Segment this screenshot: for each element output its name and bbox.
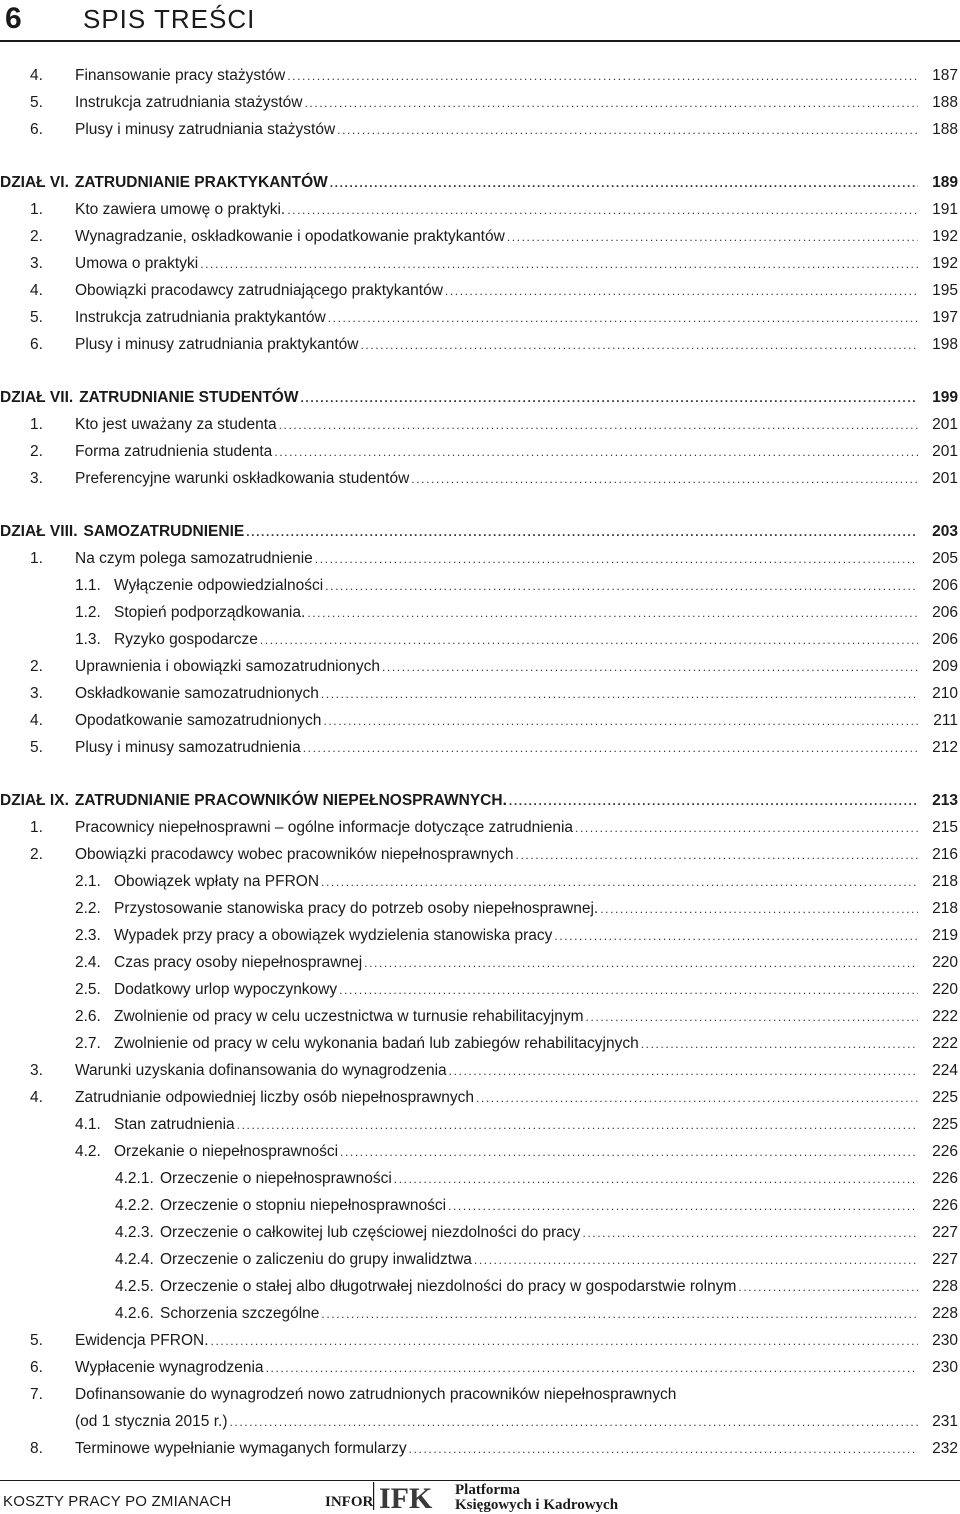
toc-dot-leader <box>321 870 918 894</box>
toc-entry-row <box>0 467 960 491</box>
toc-entry-title: Orzeczenie o stopniu niepełnosprawności <box>160 1197 447 1214</box>
toc-entry-row <box>0 843 960 867</box>
toc-entry-row <box>0 924 960 948</box>
toc-entry-number: DZIAŁ VII. <box>0 389 74 406</box>
toc-page-number: 199 <box>932 389 958 406</box>
header-divider <box>0 40 960 42</box>
toc-entry-title: Wyłączenie odpowiedzialności <box>114 577 324 594</box>
toc-entry-title: Orzeczenie o zaliczeniu do grupy inwalidztwa <box>160 1251 472 1268</box>
toc-page-number: 201 <box>932 470 958 487</box>
toc-chapter-row <box>0 520 960 544</box>
toc-dot-leader <box>307 601 918 625</box>
toc-page-number: 192 <box>932 255 958 272</box>
toc-page-number: 216 <box>932 846 958 863</box>
toc-entry-row <box>0 1329 960 1353</box>
toc-page-number: 218 <box>932 873 958 890</box>
toc-entry-number: 7. <box>30 1386 43 1403</box>
toc-entry-number: 2.3. <box>75 927 101 944</box>
toc-chapter-row <box>0 789 960 813</box>
logo-line1-text: Platforma <box>455 1482 520 1498</box>
toc-page-number: 230 <box>932 1332 958 1349</box>
toc-entry-number: 2. <box>30 443 43 460</box>
toc-entry-title: Dodatkowy urlop wypoczynkowy <box>114 981 338 998</box>
toc-entry-number: 5. <box>30 94 43 111</box>
toc-entry-number: DZIAŁ VIII. <box>0 523 78 540</box>
toc-entry-title: Dofinansowanie do wynagrodzeń nowo zatrudnionych pracowników niepełnosprawnych <box>75 1386 677 1403</box>
toc-entry-row <box>0 574 960 598</box>
toc-dot-leader <box>360 333 918 357</box>
toc-chapter-row <box>0 171 960 195</box>
toc-dot-leader <box>575 816 918 840</box>
toc-entry-number: 4.2.1. <box>115 1170 154 1187</box>
toc-dot-leader <box>287 64 918 88</box>
toc-dot-leader <box>340 1140 918 1164</box>
toc-entry-row <box>0 1356 960 1380</box>
toc-entry-title: Terminowe wypełnianie wymaganych formularzy <box>75 1440 407 1457</box>
toc-dot-leader <box>304 91 918 115</box>
toc-entry-number: 6. <box>30 121 43 138</box>
toc-dot-leader <box>507 225 918 249</box>
logo-infor-text: INFOR <box>325 1494 374 1510</box>
toc-entry-row <box>0 1302 960 1326</box>
toc-entry-row <box>0 1059 960 1083</box>
toc-dot-leader <box>394 1167 918 1191</box>
toc-page-number: 226 <box>932 1197 958 1214</box>
toc-entry-title: Ewidencja PFRON. <box>75 1332 209 1349</box>
page-number: 6 <box>5 2 22 35</box>
toc-page-number: 201 <box>932 443 958 460</box>
toc-dot-leader <box>449 1059 918 1083</box>
toc-entry-row <box>0 1437 960 1461</box>
toc-entry-title: ZATRUDNIANIE PRACOWNIKÓW NIEPEŁNOSPRAWNYCH. <box>74 792 507 809</box>
page-header <box>0 0 960 44</box>
toc-page-number: 205 <box>932 550 958 567</box>
toc-entry-title: Pracownicy niepełnosprawni – ogólne informacje dotyczące zatrudnienia <box>75 819 574 836</box>
toc-dot-leader <box>516 843 918 867</box>
toc-entry-row <box>0 951 960 975</box>
toc-entry-number: 4. <box>30 712 43 729</box>
toc-entry-title: Orzeczenie o stałej albo długotrwałej niezdolności do pracy w gospodarstwie rolnym <box>160 1278 737 1295</box>
toc-page-number: 228 <box>932 1305 958 1322</box>
logo-separator <box>373 1482 374 1510</box>
toc-entry-title: Oskładkowanie samozatrudnionych <box>75 685 319 702</box>
toc-entry-title: Schorzenia szczególne <box>160 1305 320 1322</box>
toc-entry-number: 5. <box>30 1332 43 1349</box>
toc-entry-number: 6. <box>30 336 43 353</box>
toc-entry-number: 2.4. <box>75 954 101 971</box>
toc-dot-leader <box>300 386 918 410</box>
toc-entry-title: Umowa o praktyki <box>75 255 199 272</box>
toc-entry-title: Obowiązki pracodawcy wobec pracowników niepełnosprawnych <box>75 846 514 863</box>
toc-page-number: 215 <box>932 819 958 836</box>
toc-dot-leader <box>266 1356 918 1380</box>
toc-entry-title: Instrukcja zatrudniania praktykantów <box>75 309 326 326</box>
toc-page-number: 220 <box>932 954 958 971</box>
toc-entry-number: 4.1. <box>75 1116 101 1133</box>
toc-dot-leader <box>211 1329 918 1353</box>
toc-entry-title: SAMOZATRUDNIENIE <box>83 523 245 540</box>
footer-book-title: KOSZTY PRACY PO ZMIANACH <box>3 1493 232 1510</box>
logo-ifk-text: IFK <box>379 1482 433 1514</box>
toc-entry-row <box>0 628 960 652</box>
toc-entry-title: Stan zatrudnienia <box>114 1116 235 1133</box>
toc-entry-row <box>0 333 960 357</box>
toc-entry-title: Forma zatrudnienia studenta <box>75 443 273 460</box>
toc-page-number: 227 <box>932 1224 958 1241</box>
toc-entry-number: 4.2.4. <box>115 1251 154 1268</box>
toc-entry-number: 4.2.2. <box>115 1197 154 1214</box>
toc-entry-row <box>0 91 960 115</box>
toc-dot-leader <box>582 1221 918 1245</box>
toc-entry-number: 3. <box>30 470 43 487</box>
toc-entry-title: Orzekanie o niepełnosprawności <box>114 1143 339 1160</box>
toc-entry-number: 4.2.5. <box>115 1278 154 1295</box>
toc-entry-row <box>0 440 960 464</box>
toc-page-number: 188 <box>932 94 958 111</box>
toc-dot-leader <box>237 1113 918 1137</box>
toc-entry-row <box>0 1221 960 1245</box>
toc-entry-title: Czas pracy osoby niepełnosprawnej <box>114 954 363 971</box>
toc-entry-number: 1.3. <box>75 631 101 648</box>
toc-dot-leader <box>315 547 918 571</box>
toc-entry-row <box>0 64 960 88</box>
toc-entry-title: Stopień podporządkowania. <box>114 604 306 621</box>
toc-entry-row <box>0 709 960 733</box>
toc-page-number: 189 <box>932 174 958 191</box>
toc-entry-row <box>0 682 960 706</box>
toc-entry-number: 3. <box>30 685 43 702</box>
toc-dot-leader <box>328 306 918 330</box>
toc-dot-leader <box>448 1194 918 1218</box>
toc-entry-title: Plusy i minusy zatrudniania praktykantów <box>75 336 359 353</box>
toc-page-number: 203 <box>932 523 958 540</box>
toc-entry-number: DZIAŁ VI. <box>0 174 69 191</box>
toc-dot-leader <box>554 924 918 948</box>
toc-entry-number: 1. <box>30 819 43 836</box>
toc-dot-leader <box>303 736 918 760</box>
toc-dot-leader <box>321 1302 918 1326</box>
toc-entry-title: (od 1 stycznia 2015 r.) <box>75 1413 228 1430</box>
toc-entry-title: Uprawnienia i obowiązki samozatrudnionych <box>75 658 380 675</box>
toc-page-number: 188 <box>932 121 958 138</box>
toc-entry-title: Obowiązki pracodawcy zatrudniającego praktykantów <box>75 282 443 299</box>
toc-entry-row <box>0 736 960 760</box>
toc-entry-title: Zwolnienie od pracy w celu wykonania badań lub zabiegów rehabilitacyjnych <box>114 1035 639 1052</box>
toc-dot-leader <box>364 951 918 975</box>
section-title: SPIS TREŚCI <box>83 4 256 34</box>
toc-entry-number: 8. <box>30 1440 43 1457</box>
toc-page-number: 209 <box>932 658 958 675</box>
toc-entry-number: 3. <box>30 255 43 272</box>
toc-entry-number: 4. <box>30 282 43 299</box>
toc-entry-title: Zwolnienie od pracy w celu uczestnictwa w turnusie rehabilitacyjnym <box>114 1008 584 1025</box>
toc-entry-number: 2.1. <box>75 873 101 890</box>
toc-entry-number: 2.7. <box>75 1035 101 1052</box>
toc-entry-row <box>0 1005 960 1029</box>
toc-dot-leader <box>325 574 918 598</box>
logo-line2-text: Księgowych i Kadrowych <box>455 1497 619 1513</box>
toc-page-number: 198 <box>932 336 958 353</box>
toc-entry-number: 1. <box>30 201 43 218</box>
toc-entry-row <box>0 1383 960 1407</box>
toc-entry-number: 4. <box>30 1089 43 1106</box>
toc-page-number: 213 <box>932 792 958 809</box>
toc-page-number: 197 <box>932 309 958 326</box>
toc-dot-leader <box>330 171 918 195</box>
toc-entry-row <box>0 1113 960 1137</box>
toc-entry-title: Ryzyko gospodarcze <box>114 631 258 648</box>
toc-page-number: 222 <box>932 1035 958 1052</box>
toc-entry-number: 2. <box>30 658 43 675</box>
toc-page-number: 219 <box>932 927 958 944</box>
toc-dot-leader <box>738 1275 918 1299</box>
toc-entry-title: Opodatkowanie samozatrudnionych <box>75 712 322 729</box>
toc-chapter-row <box>0 386 960 410</box>
toc-entry-row <box>0 1167 960 1191</box>
toc-entry-row <box>0 655 960 679</box>
toc-dot-leader <box>287 198 918 222</box>
toc-page-number: 206 <box>932 631 958 648</box>
toc-page-number: 192 <box>932 228 958 245</box>
toc-entry-number: 2.2. <box>75 900 101 917</box>
toc-entry-number: 1. <box>30 416 43 433</box>
toc-entry-title: Na czym polega samozatrudnienie <box>75 550 313 567</box>
toc-entry-number: 1. <box>30 550 43 567</box>
toc-entry-number: 1.2. <box>75 604 101 621</box>
toc-dot-leader <box>230 1410 919 1434</box>
toc-page-number: 187 <box>932 67 958 84</box>
toc-entry-title: Finansowanie pracy stażystów <box>75 67 286 84</box>
toc-dot-leader <box>445 279 918 303</box>
toc-page-number: 218 <box>932 900 958 917</box>
toc-dot-leader <box>474 1248 918 1272</box>
toc-page-number: 225 <box>932 1089 958 1106</box>
toc-dot-leader <box>600 897 918 921</box>
toc-entry-row <box>0 1140 960 1164</box>
toc-page-number: 206 <box>932 577 958 594</box>
toc-entry-number: DZIAŁ IX. <box>0 792 69 809</box>
toc-page-number: 230 <box>932 1359 958 1376</box>
toc-dot-leader <box>586 1005 918 1029</box>
toc-entry-number: 4. <box>30 67 43 84</box>
toc-page-number: 226 <box>932 1143 958 1160</box>
toc-entry-title: Kto zawiera umowę o praktyki. <box>75 201 286 218</box>
toc-dot-leader <box>409 1437 918 1461</box>
toc-entry-row <box>0 870 960 894</box>
toc-dot-leader <box>260 628 918 652</box>
toc-entry-number: 1.1. <box>75 577 101 594</box>
toc-entry-title: Przystosowanie stanowiska pracy do potrzeb osoby niepełnosprawnej. <box>114 900 599 917</box>
toc-entry-number: 2. <box>30 228 43 245</box>
toc-page-number: 220 <box>932 981 958 998</box>
toc-entry-row <box>0 413 960 437</box>
toc-page-number: 211 <box>933 712 958 729</box>
toc-entry-row <box>0 547 960 571</box>
toc-entry-row <box>0 252 960 276</box>
toc-entry-title: Preferencyjne warunki oskładkowania studentów <box>75 470 410 487</box>
toc-entry-number: 4.2.6. <box>115 1305 154 1322</box>
toc-page-number: 224 <box>932 1062 958 1079</box>
toc-dot-leader <box>200 252 918 276</box>
toc-entry-title: Plusy i minusy samozatrudnienia <box>75 739 301 756</box>
toc-entry-number: 4.2. <box>75 1143 101 1160</box>
toc-entry-title: ZATRUDNIANIE STUDENTÓW <box>79 389 299 406</box>
toc-entry-row <box>0 978 960 1002</box>
toc-dot-leader <box>323 709 918 733</box>
toc-entry-number: 5. <box>30 739 43 756</box>
toc-dot-leader <box>411 467 918 491</box>
toc-entry-row <box>0 1032 960 1056</box>
toc-entry-title: Wypłacenie wynagrodzenia <box>75 1359 264 1376</box>
toc-entry-row <box>0 897 960 921</box>
toc-page-number: 227 <box>932 1251 958 1268</box>
toc-page-number: 231 <box>932 1413 958 1430</box>
publisher-logo-graphic <box>325 1478 635 1514</box>
toc-entry-title: Kto jest uważany za studenta <box>75 416 277 433</box>
toc-entry-number: 2. <box>30 846 43 863</box>
toc-entry-row <box>0 1086 960 1110</box>
toc-dot-leader <box>509 789 918 813</box>
toc-entry-row <box>0 1194 960 1218</box>
toc-entry-title: Orzeczenie o całkowitej lub częściowej niezdolności do pracy <box>160 1224 581 1241</box>
toc-entry-row <box>0 1248 960 1272</box>
toc-page-number: 201 <box>932 416 958 433</box>
publisher-logo <box>325 1478 635 1514</box>
toc-entry-number: 2.6. <box>75 1008 101 1025</box>
toc-entry-row <box>0 306 960 330</box>
toc-page-number: 222 <box>932 1008 958 1025</box>
toc-entry-title: Plusy i minusy zatrudniania stażystów <box>75 121 336 138</box>
toc-page-number: 191 <box>932 201 958 218</box>
toc-dot-leader <box>337 118 918 142</box>
toc-entry-number: 6. <box>30 1359 43 1376</box>
toc-entry-title: Wypadek przy pracy a obowiązek wydzielenia stanowiska pracy <box>114 927 553 944</box>
toc-dot-leader <box>246 520 918 544</box>
toc-dot-leader <box>476 1086 918 1110</box>
toc-dot-leader <box>321 682 918 706</box>
toc-entry-title: Orzeczenie o niepełnosprawności <box>160 1170 392 1187</box>
toc-page-number: 232 <box>932 1440 958 1457</box>
toc-entry-row <box>0 118 960 142</box>
toc-page-number: 226 <box>932 1170 958 1187</box>
toc-entry-title: Instrukcja zatrudniania stażystów <box>75 94 303 111</box>
toc-page-number: 212 <box>932 739 958 756</box>
toc-entry-title: ZATRUDNIANIE PRAKTYKANTÓW <box>74 174 328 191</box>
toc-entry-title: Wynagradzanie, oskładkowanie i opodatkowanie praktykantów <box>75 228 505 245</box>
toc-entry-row <box>0 198 960 222</box>
toc-entry-row <box>0 279 960 303</box>
toc-dot-leader <box>641 1032 918 1056</box>
toc-entry-title: Warunki uzyskania dofinansowania do wynagrodzenia <box>75 1062 447 1079</box>
toc-entry-row <box>0 225 960 249</box>
toc-entry-number: 2.5. <box>75 981 101 998</box>
toc-dot-leader <box>339 978 918 1002</box>
toc-page-number: 228 <box>932 1278 958 1295</box>
toc-entry-number: 3. <box>30 1062 43 1079</box>
toc-entry-row <box>0 601 960 625</box>
toc-entry-title: Obowiązek wpłaty na PFRON <box>114 873 320 890</box>
toc-entry-row <box>0 1410 960 1434</box>
toc-entry-row <box>0 816 960 840</box>
toc-entry-title: Zatrudnianie odpowiedniej liczby osób niepełnosprawnych <box>75 1089 474 1106</box>
toc-entry-number: 5. <box>30 309 43 326</box>
toc-dot-leader <box>274 440 918 464</box>
toc-entry-number: 4.2.3. <box>115 1224 154 1241</box>
toc-page-number: 206 <box>932 604 958 621</box>
toc-page-number: 210 <box>932 685 958 702</box>
toc-page-number: 195 <box>932 282 958 299</box>
toc-dot-leader <box>382 655 918 679</box>
toc-entry-row <box>0 1275 960 1299</box>
toc-page-number: 225 <box>932 1116 958 1133</box>
toc-dot-leader <box>279 413 918 437</box>
